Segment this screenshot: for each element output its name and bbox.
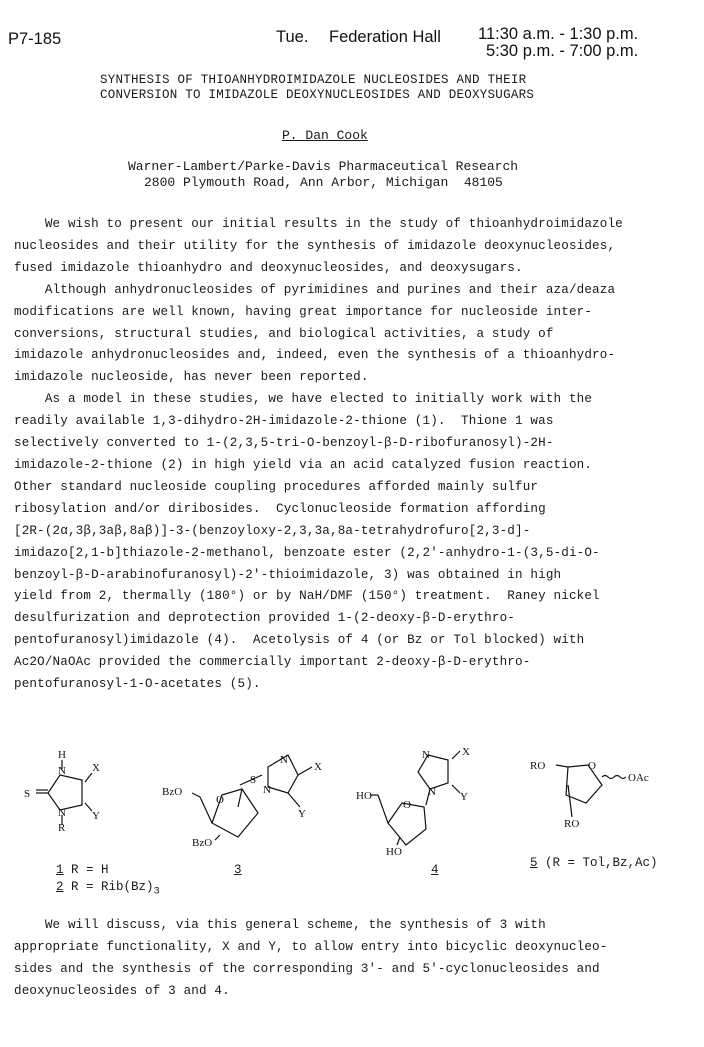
body-line: imidazole anhydronucleosides and, indeed, even the synthesis of a thioanhydro- xyxy=(14,348,616,363)
body-line: pentofuranosyl-1-O-acetates (5). xyxy=(14,677,261,692)
body-line: imidazole-2-thione (2) in high yield via an acid catalyzed fusion reaction. xyxy=(14,457,593,472)
s3-sulfur: S xyxy=(250,774,257,786)
s1-n2: N xyxy=(58,807,66,819)
author-name: P. Dan Cook xyxy=(282,128,368,143)
closing-text xyxy=(14,915,607,1003)
s4-n1: N xyxy=(422,749,430,761)
body-line: pentofuranosyl)imidazole (4). Acetolysis of 4 (or Bz or Tol blocked) with xyxy=(14,633,585,648)
body-line: As a model in these studies, we have elected to initially work with the xyxy=(14,392,593,407)
body-line: desulfurization and deprotection provided 1-(2-deoxy-β-D-erythro- xyxy=(14,611,515,626)
label-compound-3: 3 xyxy=(234,863,242,877)
s4-y: Y xyxy=(460,791,468,803)
body-line: Ac2O/NaOAc provided the commercially important 2-deoxy-β-D-erythro- xyxy=(14,655,531,670)
title-line-2: CONVERSION TO IMIDAZOLE DEOXYNUCLEOSIDES AND DEOXYSUGARS xyxy=(100,88,535,102)
s5-ro-2: RO xyxy=(564,818,580,830)
structure-3 xyxy=(162,754,322,849)
s4-o: O xyxy=(403,799,411,811)
body-line: [2R-(2α,3β,3aβ,8aβ)]-3-(benzoyloxy-2,3,3a,8a-tetrahydrofuro[2,3-d]- xyxy=(14,523,531,538)
s5-o: O xyxy=(588,760,596,772)
body-line: fused imidazole thioanhydro and deoxynucleosides, and deoxysugars. xyxy=(14,260,523,275)
s3-y: Y xyxy=(298,808,306,820)
title-line-1: SYNTHESIS OF THIOANHYDROIMIDAZOLE NUCLEOSIDES AND THEIR xyxy=(100,73,527,87)
body-line: nucleosides and their utility for the synthesis of imidazole deoxynucleosides, xyxy=(14,238,616,253)
s3-n2: N xyxy=(263,784,271,796)
abstract-code: P7-185 xyxy=(8,30,62,48)
s1-y: Y xyxy=(92,810,100,822)
s5-oac: OAc xyxy=(628,772,649,784)
s4-ho-2: HO xyxy=(386,846,402,858)
s3-bzo-2: BzO xyxy=(192,837,213,849)
structure-5 xyxy=(530,760,649,830)
s1-r: R xyxy=(58,822,66,834)
body-line: We wish to present our initial results in the study of thioanhydroimidazole xyxy=(14,217,623,231)
affiliation-line-1: Warner-Lambert/Parke-Davis Pharmaceutical Research xyxy=(128,159,519,174)
s3-x: X xyxy=(314,761,322,773)
body-line: imidazole nucleoside, has never been reported. xyxy=(14,370,369,385)
s4-n2: N xyxy=(428,786,436,798)
body-line: benzoyl-β-D-arabinofuranosyl)-2'-thioimidazole, 3) was obtained in high xyxy=(14,567,562,582)
body-line: Although anhydronucleosides of pyrimidines and purines and their aza/deaza xyxy=(14,282,616,297)
structure-1 xyxy=(24,749,100,834)
session-day: Tue. xyxy=(276,28,309,46)
label-compound-5: 5 (R = Tol,Bz,Ac) xyxy=(530,856,658,870)
session-time-2: 5:30 p.m. - 7:00 p.m. xyxy=(486,42,639,60)
body-line: conversions, structural studies, and biological activities, a study of xyxy=(14,326,554,341)
s4-ho-1: HO xyxy=(356,790,372,802)
body-line: modifications are well known, having great importance for nucleoside inter- xyxy=(14,304,593,319)
s1-n1: N xyxy=(58,765,66,777)
label-compound-1: 1 R = H xyxy=(56,863,109,877)
session-time-1: 11:30 a.m. - 1:30 p.m. xyxy=(478,25,639,43)
s1-sulfur: S xyxy=(24,788,31,800)
s1-h: H xyxy=(58,749,66,761)
s3-n1: N xyxy=(280,754,288,766)
body-line: imidazo[2,1-b]thiazole-2-methanol, benzoate ester (2,2'-anhydro-1-(3,5-di-O- xyxy=(14,545,600,560)
session-location: Federation Hall xyxy=(329,28,441,46)
s5-ro-1: RO xyxy=(530,760,546,772)
label-compound-2: 2 $R = Rib(Bz)_3$ xyxy=(56,880,160,898)
structure-4 xyxy=(356,746,470,858)
body-line: readily available 1,3-dihydro-2H-imidazole-2-thione (1). Thione 1 was xyxy=(14,414,554,429)
closing-line: appropriate functionality, X and Y, to allow entry into bicyclic deoxynucleo- xyxy=(14,939,608,954)
affiliation-line-2: 2800 Plymouth Road, Ann Arbor, Michigan 48105 xyxy=(144,175,503,190)
body-line: selectively converted to 1-(2,3,5-tri-O-benzoyl-β-D-ribofuranosyl)-2H- xyxy=(14,436,554,451)
s1-x: X xyxy=(92,762,100,774)
s3-bzo-1: BzO xyxy=(162,786,183,798)
label-compound-4: 4 xyxy=(431,863,439,877)
s3-o: O xyxy=(216,794,224,806)
closing-line: sides and the synthesis of the corresponding 3'- and 5'-cyclonucleosides and xyxy=(14,961,600,976)
body-line: Other standard nucleoside coupling procedures afforded mainly sulfur xyxy=(14,479,539,494)
body-line: yield from 2, thermally (180°) or by NaH/DMF (150°) treatment. Raney nickel xyxy=(14,589,600,604)
body-text xyxy=(14,214,623,696)
closing-line: We will discuss, via this general scheme, the synthesis of 3 with xyxy=(14,918,546,932)
s4-x: X xyxy=(462,746,470,758)
closing-line: deoxynucleosides of 3 and 4. xyxy=(14,983,230,998)
body-line: ribosylation and/or diribosides. Cyclonucleoside formation affording xyxy=(14,501,546,516)
